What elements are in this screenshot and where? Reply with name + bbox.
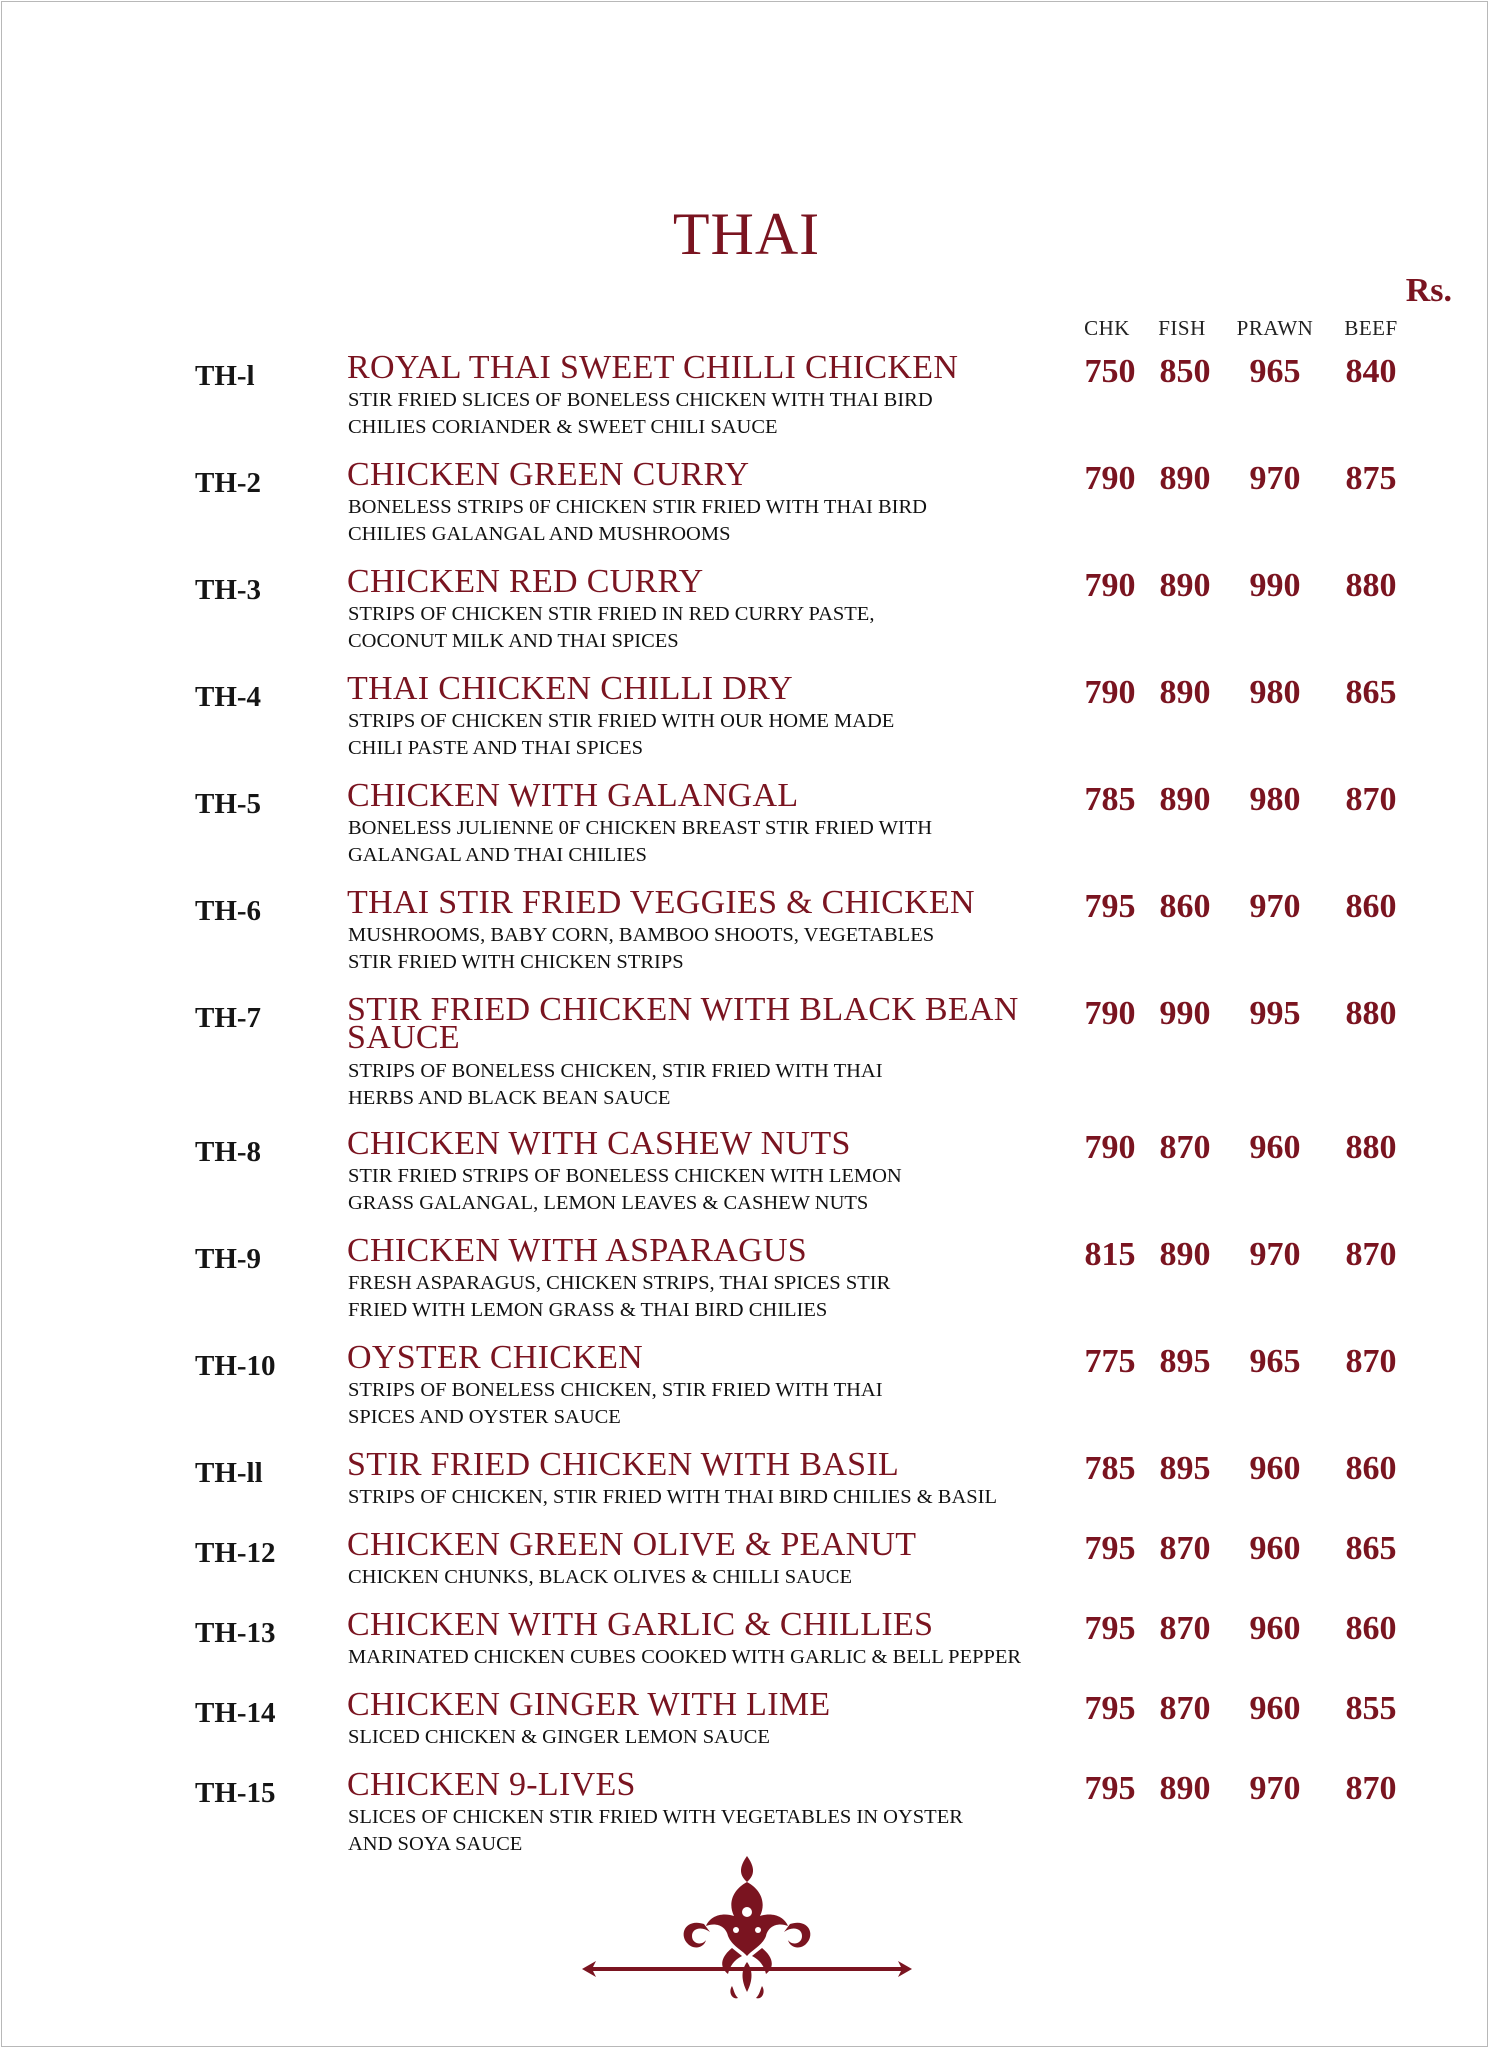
price-beef: 865 [1345,1530,1397,1567]
item-description-line: MUSHROOMS, BABY CORN, BAMBOO SHOOTS, VEGETABLES [348,924,935,946]
item-name: OYSTER CHICKEN [347,1339,644,1376]
price-chk: 790 [1084,995,1136,1032]
item-description [348,1377,1108,1431]
price-chk: 795 [1084,1770,1136,1807]
price-fish: 870 [1159,1129,1211,1166]
price-fish: 890 [1159,567,1211,604]
price-chk: 795 [1084,1610,1136,1647]
item-code: TH-5 [195,788,262,820]
price-beef: 840 [1345,353,1397,390]
column-header-beef: BEEF [1344,316,1398,340]
item-description [348,1163,1108,1217]
price-prawn: 970 [1249,1770,1301,1807]
item-description-line: CHILIES CORIANDER & SWEET CHILI SAUCE [348,416,778,438]
item-name: CHICKEN 9-LIVES [347,1766,636,1803]
item-description [348,922,1108,976]
item-description [348,1724,1108,1751]
item-name: CHICKEN GREEN OLIVE & PEANUT [347,1526,917,1563]
price-chk: 795 [1084,1690,1136,1727]
price-fish: 990 [1159,995,1211,1032]
item-code: TH-7 [195,1002,262,1034]
price-chk: 785 [1084,781,1136,818]
price-chk: 795 [1084,888,1136,925]
item-code: TH-3 [195,574,262,606]
item-description-line: MARINATED CHICKEN CUBES COOKED WITH GARLIC & BELL PEPPER [348,1646,1022,1668]
price-prawn: 980 [1249,781,1301,818]
item-description-line: CHICKEN CHUNKS, BLACK OLIVES & CHILLI SAUCE [348,1566,852,1588]
price-fish: 890 [1159,460,1211,497]
price-fish: 870 [1159,1690,1211,1727]
price-fish: 890 [1159,1236,1211,1273]
ornament-icon [582,1852,912,2012]
price-prawn: 965 [1249,1343,1301,1380]
price-chk: 790 [1084,567,1136,604]
item-code: TH-14 [195,1697,276,1729]
item-description-line: STRIPS OF CHICKEN STIR FRIED WITH OUR HOME MADE [348,710,895,732]
price-prawn: 960 [1249,1530,1301,1567]
item-description-line: STRIPS OF CHICKEN STIR FRIED IN RED CURRY PASTE, [348,603,875,625]
item-description-line: STIR FRIED STRIPS OF BONELESS CHICKEN WITH LEMON [348,1165,902,1187]
page-title: THAI [672,201,821,267]
item-name: CHICKEN GREEN CURRY [347,456,750,493]
price-beef: 880 [1345,567,1397,604]
item-description [348,494,1108,548]
price-fish: 860 [1159,888,1211,925]
price-fish: 890 [1159,781,1211,818]
item-name: CHICKEN WITH GARLIC & CHILLIES [347,1606,934,1643]
price-fish: 870 [1159,1610,1211,1647]
price-prawn: 980 [1249,674,1301,711]
item-description [348,601,1108,655]
price-beef: 870 [1345,1236,1397,1273]
price-beef: 870 [1345,781,1397,818]
price-chk: 815 [1084,1236,1136,1273]
item-name: CHICKEN GINGER WITH LIME [347,1686,831,1723]
item-description-line: CHILI PASTE AND THAI SPICES [348,737,644,759]
item-description-line: STIR FRIED WITH CHICKEN STRIPS [348,951,684,973]
column-header-chk: CHK [1084,316,1130,340]
item-description-line: STRIPS OF BONELESS CHICKEN, STIR FRIED WITH THAI [348,1060,883,1082]
column-header-prawn: PRAWN [1236,316,1314,340]
item-name: THAI CHICKEN CHILLI DRY [347,670,794,707]
price-fish: 895 [1159,1343,1211,1380]
price-chk: 785 [1084,1450,1136,1487]
item-description-line: SLICES OF CHICKEN STIR FRIED WITH VEGETABLES IN OYSTER [348,1806,963,1828]
item-code: TH-4 [195,681,262,713]
item-description-line: COCONUT MILK AND THAI SPICES [348,630,679,652]
menu-page [1,1,1488,2047]
item-description-line: CHILIES GALANGAL AND MUSHROOMS [348,523,731,545]
price-prawn: 970 [1249,888,1301,925]
column-header-fish: FISH [1158,316,1206,340]
price-beef: 870 [1345,1343,1397,1380]
item-description-line: FRESH ASPARAGUS, CHICKEN STRIPS, THAI SPICES STIR [348,1272,891,1294]
price-beef: 860 [1345,888,1397,925]
item-description [348,815,1108,869]
item-description [348,1058,1108,1112]
price-prawn: 970 [1249,460,1301,497]
item-code: TH-15 [195,1777,276,1809]
price-chk: 790 [1084,674,1136,711]
item-code: TH-8 [195,1136,262,1168]
item-code: TH-l [195,360,255,392]
price-beef: 870 [1345,1770,1397,1807]
price-fish: 870 [1159,1530,1211,1567]
item-name: THAI STIR FRIED VEGGIES & CHICKEN [347,884,975,921]
price-beef: 860 [1345,1450,1397,1487]
item-code: TH-13 [195,1617,276,1649]
price-beef: 860 [1345,1610,1397,1647]
item-description-line: STRIPS OF CHICKEN, STIR FRIED WITH THAI BIRD CHILIES & BASIL [348,1486,998,1508]
price-beef: 865 [1345,674,1397,711]
item-description-line: SPICES AND OYSTER SAUCE [348,1406,621,1428]
item-description-line: BONELESS JULIENNE 0F CHICKEN BREAST STIR FRIED WITH [348,817,933,839]
item-code: TH-10 [195,1350,276,1382]
item-description-line: GRASS GALANGAL, LEMON LEAVES & CASHEW NUTS [348,1192,869,1214]
price-beef: 875 [1345,460,1397,497]
item-description-line: BONELESS STRIPS 0F CHICKEN STIR FRIED WITH THAI BIRD [348,496,927,518]
price-chk: 790 [1084,1129,1136,1166]
item-name: STIR FRIED CHICKEN WITH BASIL [347,1446,900,1483]
price-beef: 855 [1345,1690,1397,1727]
item-description [348,1270,1108,1324]
item-description-line: SLICED CHICKEN & GINGER LEMON SAUCE [348,1726,770,1748]
price-chk: 775 [1084,1343,1136,1380]
item-description [348,1484,1108,1511]
price-prawn: 990 [1249,567,1301,604]
price-chk: 795 [1084,1530,1136,1567]
item-name: STIR FRIED CHICKEN WITH BLACK BEAN SAUCE [347,991,1019,1056]
price-fish: 895 [1159,1450,1211,1487]
price-beef: 880 [1345,1129,1397,1166]
price-fish: 890 [1159,1770,1211,1807]
item-description-line: AND SOYA SAUCE [348,1833,523,1855]
price-prawn: 995 [1249,995,1301,1032]
price-prawn: 960 [1249,1450,1301,1487]
currency-label: Rs. [1405,272,1452,309]
item-description-line: HERBS AND BLACK BEAN SAUCE [348,1087,671,1109]
item-code: TH-ll [195,1457,263,1489]
item-name: CHICKEN WITH ASPARAGUS [347,1232,808,1269]
item-name: CHICKEN WITH GALANGAL [347,777,799,814]
price-fish: 890 [1159,674,1211,711]
item-description-line: STRIPS OF BONELESS CHICKEN, STIR FRIED WITH THAI [348,1379,883,1401]
item-description-line: STIR FRIED SLICES OF BONELESS CHICKEN WITH THAI BIRD [348,389,933,411]
item-description [348,1564,1108,1591]
item-description-line: FRIED WITH LEMON GRASS & THAI BIRD CHILIES [348,1299,828,1321]
price-prawn: 960 [1249,1610,1301,1647]
price-fish: 850 [1159,353,1211,390]
item-code: TH-2 [195,467,262,499]
item-code: TH-6 [195,895,262,927]
price-prawn: 960 [1249,1129,1301,1166]
item-description-line: GALANGAL AND THAI CHILIES [348,844,647,866]
price-prawn: 965 [1249,353,1301,390]
item-description [348,708,1108,762]
price-chk: 790 [1084,460,1136,497]
item-name: ROYAL THAI SWEET CHILLI CHICKEN [347,349,959,386]
price-chk: 750 [1084,353,1136,390]
item-description [348,1804,1108,1858]
price-prawn: 960 [1249,1690,1301,1727]
item-description [348,387,1108,441]
item-name: CHICKEN WITH CASHEW NUTS [347,1125,851,1162]
item-code: TH-12 [195,1537,276,1569]
price-prawn: 970 [1249,1236,1301,1273]
item-name: CHICKEN RED CURRY [347,563,704,600]
item-code: TH-9 [195,1243,262,1275]
item-description [348,1644,1108,1671]
price-beef: 880 [1345,995,1397,1032]
